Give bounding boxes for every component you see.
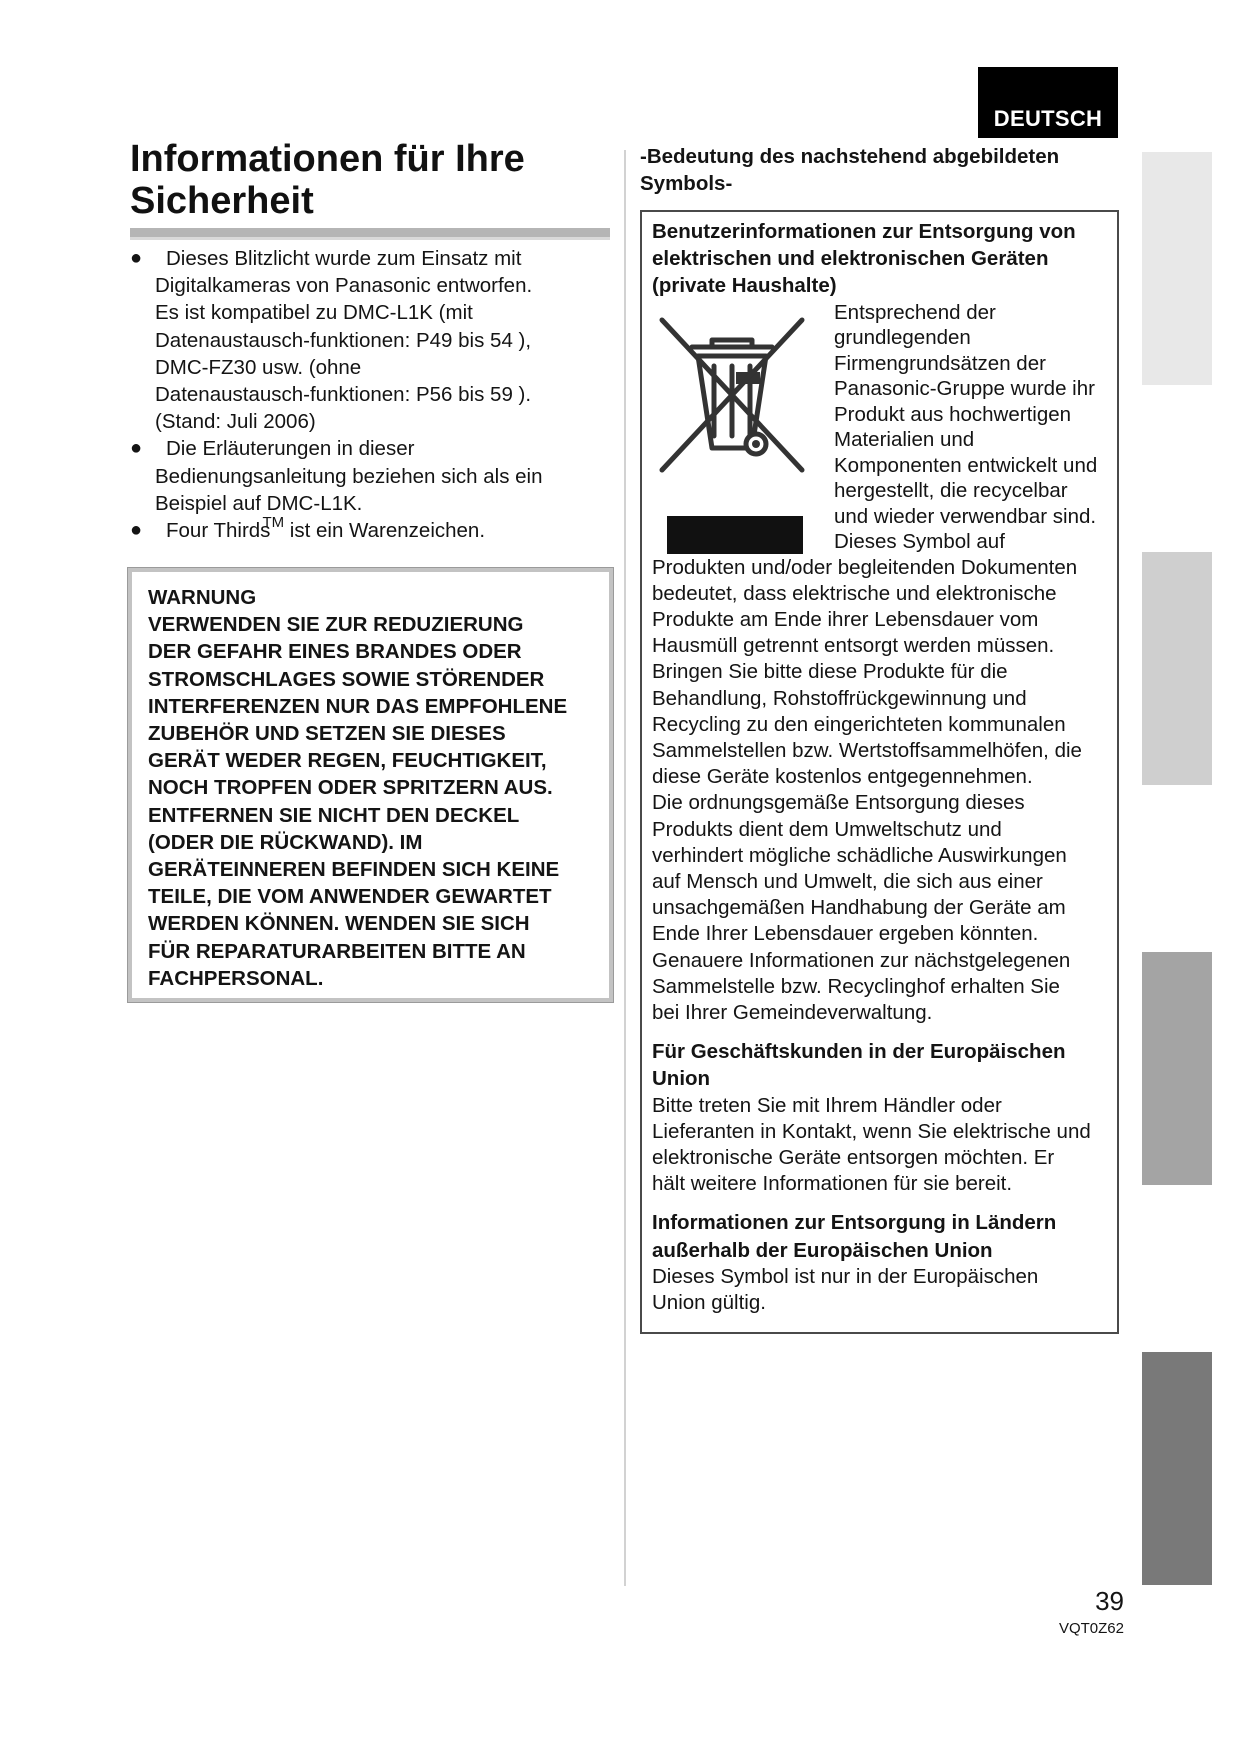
body-line: Lieferanten in Kontakt, wenn Sie elektrische und <box>652 1119 1091 1143</box>
body-line: diese Geräte kostenlos entgegennehmen. <box>652 765 1033 789</box>
body-line: Genauere Informationen zur nächstgelegenen <box>652 948 1071 972</box>
trademark-pre: Four Thirds <box>166 519 271 543</box>
body-line: Bitte treten Sie mit Ihrem Händler oder <box>652 1093 1002 1117</box>
outside-eu-heading <box>652 1209 1112 1263</box>
warning-line: GERÄTEINNEREN BEFINDEN SICH KEINE <box>148 858 560 882</box>
warning-line: STROMSCHLAGES SOWIE STÖRENDER <box>148 667 545 691</box>
body-line: auf Mensch und Umwelt, die sich aus einer <box>652 870 1043 894</box>
wrap-line: Firmengrundsätzen der <box>834 351 1046 375</box>
body-line: Hausmüll getrennt entsorgt werden müssen. <box>652 634 1055 658</box>
body-line: Die ordnungsgemäße Entsorgung dieses <box>652 791 1025 815</box>
section-tab-2 <box>1142 552 1212 785</box>
warning-line: WARNUNG <box>148 586 257 609</box>
bullet-item <box>130 435 620 517</box>
bullet-item-trademark <box>130 514 620 546</box>
section-tab-3 <box>1142 952 1212 1185</box>
body-line: Ende Ihrer Lebensdauer ergeben könnten. <box>652 922 1039 946</box>
title-line: Informationen für Ihre <box>130 138 525 180</box>
body-line: unsachgemäßen Handhabung der Geräte am <box>652 896 1066 920</box>
warning-line: GERÄT WEDER REGEN, FEUCHTIGKEIT, <box>148 749 547 773</box>
body-line: Recycling zu den eingerichteten kommunalen <box>652 712 1066 736</box>
section-tab-1 <box>1142 152 1212 385</box>
body-line: Produkts dient dem Umweltschutz und <box>652 817 1002 841</box>
body-line: Produkte am Ende ihrer Lebensdauer vom <box>652 608 1039 632</box>
bullet-line: Beispiel auf DMC-L1K. <box>155 491 363 515</box>
disposal-heading-line: Benutzerinformationen zur Entsorgung von <box>652 220 1076 243</box>
bullet-dot-icon: ● <box>130 247 143 269</box>
safety-bullet-list <box>130 245 620 546</box>
business-heading <box>652 1038 1112 1092</box>
outside-heading-line: Informationen zur Entsorgung in Ländern <box>652 1211 1057 1235</box>
warning-line: DER GEFAHR EINES BRANDES ODER <box>148 640 522 664</box>
body-line: Dieses Symbol ist nur in der Europäischen <box>652 1264 1039 1288</box>
disposal-info-box <box>640 210 1119 1334</box>
column-divider <box>624 150 626 1586</box>
bullet-dot-icon: ● <box>130 519 143 542</box>
body-line: Union gültig. <box>652 1291 766 1315</box>
body-line: Behandlung, Rohstoffrückgewinnung und <box>652 686 1027 710</box>
bullet-line: Datenaustausch-funktionen: P49 bis 54 ), <box>155 328 532 352</box>
disposal-heading-line: elektrischen und elektronischen Geräten <box>652 247 1049 271</box>
warning-box <box>128 568 613 1002</box>
document-code: VQT0Z62 <box>1058 1620 1124 1637</box>
warning-line: WERDEN KÖNNEN. WENDEN SIE SICH <box>148 912 530 936</box>
wrap-line: und wieder verwendbar sind. <box>834 504 1097 528</box>
body-line: hält weitere Informationen für sie bereit. <box>652 1172 1013 1196</box>
body-line: bedeutet, dass elektrische und elektronische <box>652 581 1057 605</box>
language-tab: DEUTSCH <box>978 67 1118 138</box>
bullet-dot-icon: ● <box>130 437 143 460</box>
bullet-line: Dieses Blitzlicht wurde zum Einsatz mit <box>166 247 522 270</box>
crossed-out-wheelie-bin-icon <box>652 300 812 562</box>
bullet-line: Die Erläuterungen in dieser <box>166 437 415 461</box>
business-body <box>652 1093 1116 1198</box>
page-title <box>130 138 610 222</box>
body-line: Produkten und/oder begleitenden Dokumenten <box>652 555 1078 579</box>
body-line: bei Ihrer Gemeindeverwaltung. <box>652 1001 933 1025</box>
symbol-heading-line: Symbols- <box>640 172 733 196</box>
warning-line: INTERFERENZEN NUR DAS EMPFOHLENE <box>148 694 568 718</box>
disposal-body <box>652 555 1116 1027</box>
bullet-item <box>130 245 620 435</box>
outside-heading-line: außerhalb der Europäischen Union <box>652 1238 993 1262</box>
business-heading-line: Union <box>652 1067 711 1091</box>
disposal-heading-line: (private Haushalte) <box>652 274 837 298</box>
trademark-sup: TM <box>262 514 285 532</box>
body-line: Sammelstellen bzw. Wertstoffsammelhöfen, die <box>652 739 1082 763</box>
bullet-line: DMC-FZ30 usw. (ohne <box>155 355 362 379</box>
warning-line: TEILE, DIE VOM ANWENDER GEWARTET <box>148 885 552 909</box>
warning-line: FÜR REPARATURARBEITEN BITTE AN <box>148 939 526 963</box>
warning-line: (ODER DIE RÜCKWAND). IM <box>148 830 423 854</box>
wrap-line: Entsprechend der <box>834 300 996 324</box>
warning-line: ENTFERNEN SIE NICHT DEN DECKEL <box>148 803 520 827</box>
disposal-heading <box>652 218 1112 300</box>
wrap-line: Dieses Symbol auf <box>834 530 1005 554</box>
section-tab-4 <box>1142 1352 1212 1585</box>
bullet-line <box>130 514 620 546</box>
bullet-line: (Stand: Juli 2006) <box>155 410 316 434</box>
symbol-description <box>834 300 1116 555</box>
title-line: Sicherheit <box>130 180 314 222</box>
symbol-heading-line: -Bedeutung des nachstehend abgebildeten <box>640 145 1060 168</box>
trademark-post: ist ein Warenzeichen. <box>284 519 486 543</box>
body-line: elektronische Geräte entsorgen möchten. Er <box>652 1146 1055 1170</box>
wrap-line: grundlegenden <box>834 326 971 350</box>
body-line: Bringen Sie bitte diese Produkte für die <box>652 660 1008 684</box>
wrap-line: Produkt aus hochwertigen <box>834 402 1072 426</box>
business-heading-line: Für Geschäftskunden in der Europäischen <box>652 1040 1066 1064</box>
wrap-line: Materialien und <box>834 428 975 452</box>
outside-eu-body <box>652 1264 1116 1316</box>
warning-line: VERWENDEN SIE ZUR REDUZIERUNG <box>148 613 524 637</box>
page-number: 39 <box>1095 1586 1124 1616</box>
bullet-line: Datenaustausch-funktionen: P56 bis 59 ). <box>155 383 532 407</box>
wrap-line: Panasonic-Gruppe wurde ihr <box>834 377 1095 401</box>
warning-line: NOCH TROPFEN ODER SPRITZERN AUS. <box>148 776 553 800</box>
bullet-line: Digitalkameras von Panasonic entworfen. <box>155 274 533 298</box>
symbol-heading <box>640 143 1110 197</box>
bullet-line: Es ist kompatibel zu DMC-L1K (mit <box>155 301 473 325</box>
warning-line: FACHPERSONAL. <box>148 966 324 990</box>
title-rule <box>130 228 610 240</box>
body-line: Sammelstelle bzw. Recyclinghof erhalten Sie <box>652 974 1060 998</box>
wrap-line: hergestellt, die recycelbar <box>834 479 1068 503</box>
wrap-line: Komponenten entwickelt und <box>834 453 1098 477</box>
bullet-line: Bedienungsanleitung beziehen sich als ein <box>155 464 543 488</box>
warning-line: ZUBEHÖR UND SETZEN SIE DIESES <box>148 722 506 746</box>
body-line: verhindert mögliche schädliche Auswirkungen <box>652 843 1067 867</box>
